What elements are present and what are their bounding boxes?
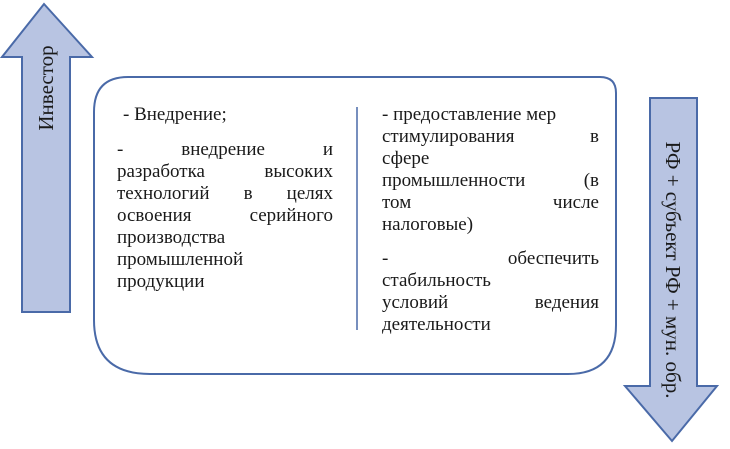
- investor-obligations: [117, 104, 333, 293]
- state-item-line: стимулирования в: [382, 126, 599, 147]
- state-item-line: сфере: [382, 148, 430, 169]
- investor-item-line: разработка высоких: [117, 161, 333, 182]
- state-item-line: том числе: [382, 192, 599, 213]
- investor-item-line: продукции: [117, 271, 205, 292]
- investor-item-line: технологий в целях: [117, 183, 333, 204]
- state-item-line: - обеспечить: [382, 248, 599, 269]
- state-item-line: промышленности (в: [382, 170, 599, 191]
- state-item-line: деятельности: [382, 314, 491, 335]
- state-item-line: - предоставление мер: [382, 104, 557, 125]
- investor-item-line: - внедрение и: [117, 139, 334, 160]
- investor-item-implementation: - Внедрение;: [123, 104, 227, 125]
- state-item-line: налоговые): [382, 214, 474, 235]
- investor-arrow-label: Инвестор: [34, 45, 58, 131]
- investor-item-line: освоения серийного: [117, 205, 333, 226]
- state-item-line: условий ведения: [382, 292, 599, 313]
- investor-item-line: промышленной: [117, 249, 244, 270]
- investor-item-line: производства: [117, 227, 226, 248]
- state-obligations: [382, 104, 599, 336]
- state-arrow-label: РФ + субъект РФ + мун. обр.: [661, 141, 685, 399]
- state-item-line: стабильность: [382, 270, 491, 291]
